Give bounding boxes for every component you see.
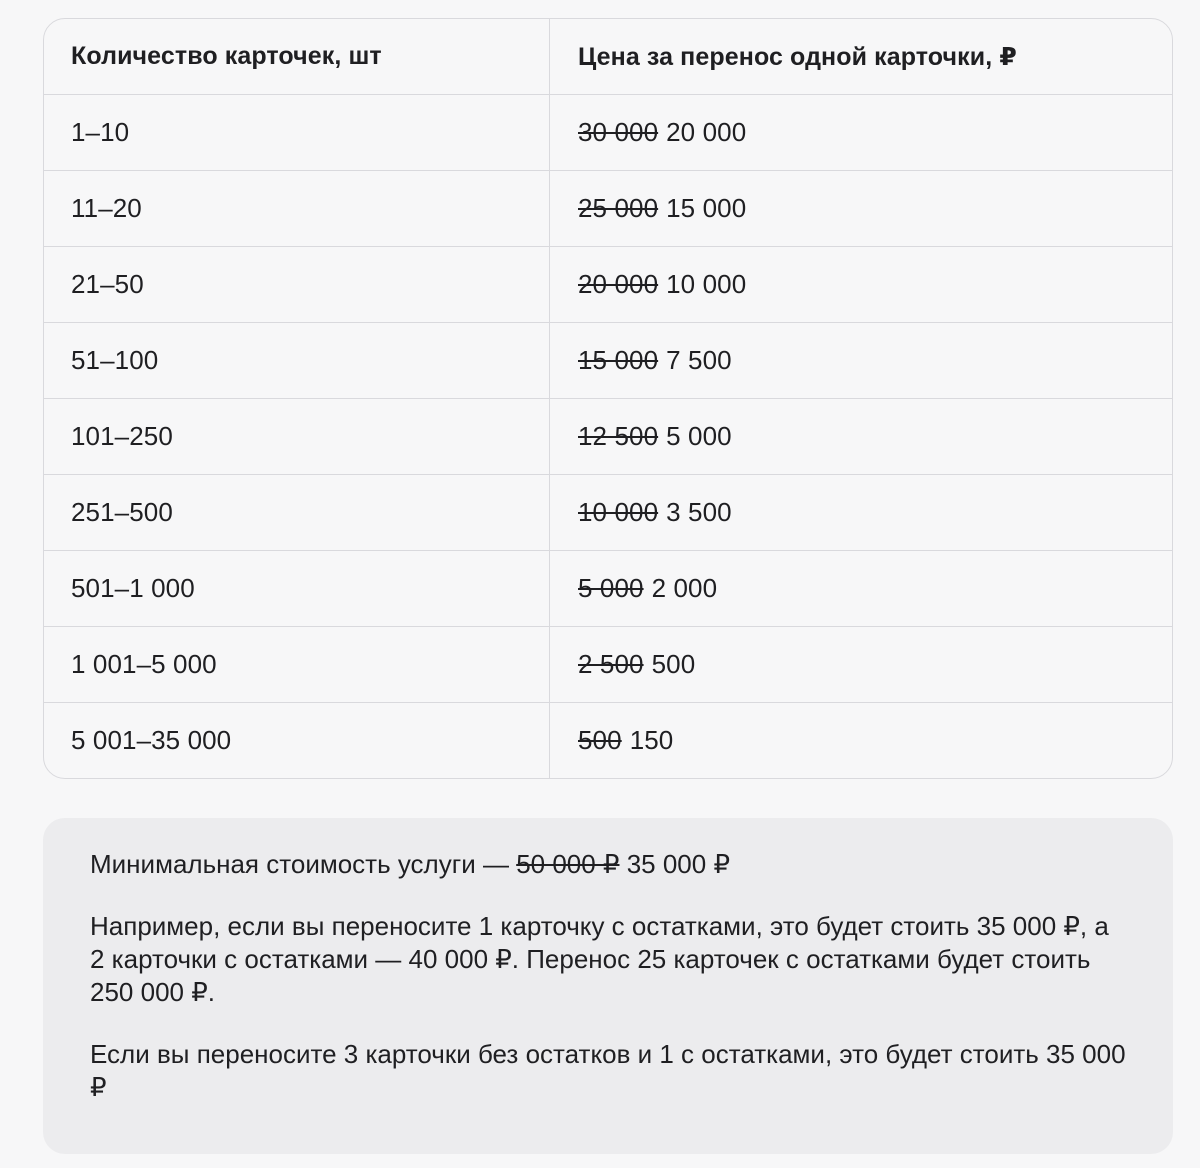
old-price: 12 500 bbox=[578, 421, 659, 451]
new-price: 3 500 bbox=[666, 497, 732, 527]
quantity-cell: 5 001–35 000 bbox=[44, 703, 550, 778]
example-paragraph-1: Например, если вы переносите 1 карточку с остатками, это будет стоить 35 000 ₽, а 2 карточки с остатками — 40 000 ₽. Перенос 25 карточек с остатками будет стоить 250 000 ₽. bbox=[90, 911, 1109, 1007]
minimum-price-old: 50 000 ₽ bbox=[516, 849, 620, 879]
quantity-cell: 51–100 bbox=[44, 323, 550, 398]
old-price: 500 bbox=[578, 725, 622, 755]
quantity-cell: 11–20 bbox=[44, 171, 550, 246]
price-cell bbox=[550, 399, 1172, 474]
price-cell bbox=[550, 627, 1172, 702]
table-header-row bbox=[44, 19, 1172, 94]
price-cell bbox=[550, 475, 1172, 550]
header-quantity: Количество карточек, шт bbox=[44, 19, 550, 94]
price-cell bbox=[550, 171, 1172, 246]
new-price: 500 bbox=[651, 649, 696, 679]
price-cell bbox=[550, 703, 1172, 778]
new-price: 2 000 bbox=[651, 573, 718, 603]
table-row bbox=[44, 550, 1172, 626]
minimum-price-text bbox=[90, 848, 1127, 881]
pricing-table bbox=[43, 18, 1173, 779]
table-row bbox=[44, 246, 1172, 322]
old-price: 30 000 bbox=[578, 117, 659, 147]
old-price: 20 000 bbox=[578, 269, 659, 299]
old-price: 15 000 bbox=[578, 345, 659, 375]
table-row bbox=[44, 322, 1172, 398]
table-row bbox=[44, 626, 1172, 702]
price-cell bbox=[550, 95, 1172, 170]
new-price: 10 000 bbox=[666, 269, 747, 299]
example-paragraph-2: Если вы переносите 3 карточки без остатков и 1 с остатками, это будет стоить 35 000 ₽ bbox=[90, 1039, 1126, 1102]
new-price: 5 000 bbox=[666, 421, 732, 451]
header-price: Цена за перенос одной карточки, ₽ bbox=[578, 42, 1017, 71]
price-cell bbox=[550, 247, 1172, 322]
old-price: 5 000 bbox=[578, 573, 644, 603]
table-row bbox=[44, 94, 1172, 170]
table-row bbox=[44, 170, 1172, 246]
new-price: 20 000 bbox=[666, 117, 747, 147]
table-row bbox=[44, 474, 1172, 550]
table-row bbox=[44, 398, 1172, 474]
price-cell bbox=[550, 551, 1172, 626]
quantity-cell: 101–250 bbox=[44, 399, 550, 474]
old-price: 10 000 bbox=[578, 497, 659, 527]
minimum-price-new: 35 000 ₽ bbox=[619, 849, 730, 879]
quantity-cell: 501–1 000 bbox=[44, 551, 550, 626]
quantity-cell: 1–10 bbox=[44, 95, 550, 170]
quantity-cell: 1 001–5 000 bbox=[44, 627, 550, 702]
new-price: 7 500 bbox=[666, 345, 732, 375]
info-box bbox=[43, 818, 1173, 1154]
minimum-price-label: Минимальная стоимость услуги — bbox=[90, 849, 517, 879]
old-price: 25 000 bbox=[578, 193, 659, 223]
quantity-cell: 251–500 bbox=[44, 475, 550, 550]
price-cell bbox=[550, 323, 1172, 398]
new-price: 15 000 bbox=[666, 193, 747, 223]
quantity-cell: 21–50 bbox=[44, 247, 550, 322]
new-price: 150 bbox=[629, 725, 674, 755]
table-row bbox=[44, 702, 1172, 778]
old-price: 2 500 bbox=[578, 649, 644, 679]
